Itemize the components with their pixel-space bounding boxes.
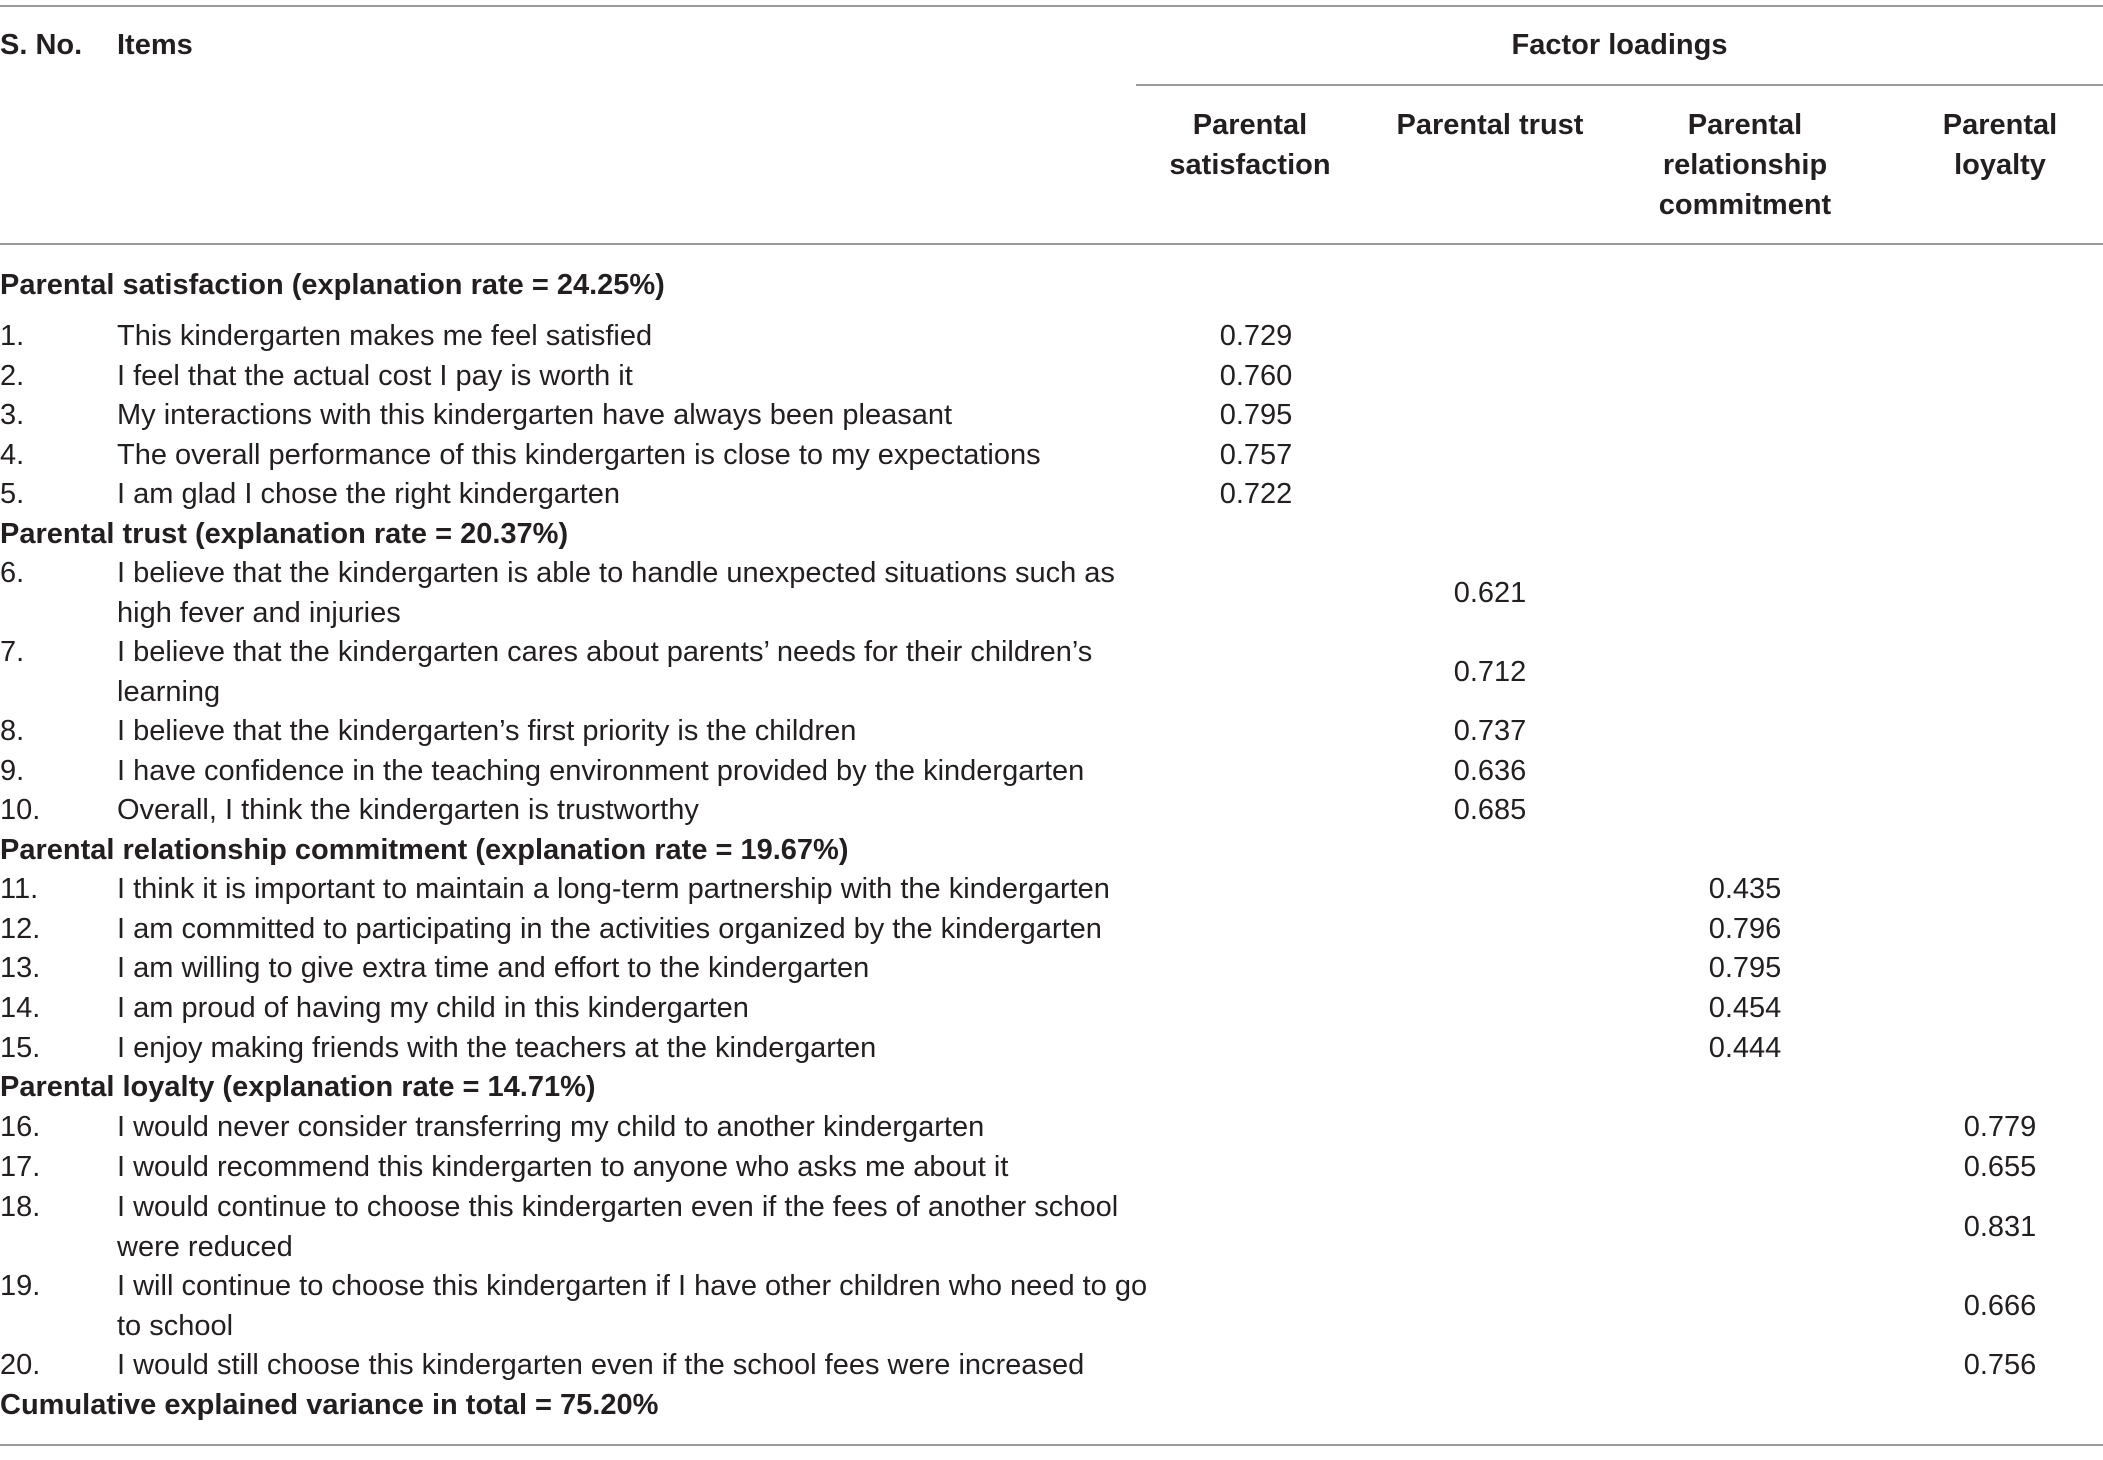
- row-loading: 0.796: [1708, 913, 1782, 945]
- header-col-trust: Parental trust: [1396, 109, 1584, 141]
- row-item: I believe that the kindergarten’s first priority is the children: [117, 715, 857, 747]
- row-loading: 0.685: [1453, 794, 1527, 826]
- row-number: 8.: [0, 715, 25, 747]
- row-item: The overall performance of this kindergarten is close to my expectations: [117, 439, 1041, 471]
- row-loading: 0.831: [1963, 1211, 2037, 1243]
- row-item: I am proud of having my child in this kindergarten: [117, 992, 749, 1024]
- row-item: I feel that the actual cost I pay is worth it: [117, 360, 633, 392]
- row-number: 3.: [0, 399, 25, 431]
- row-number: 16.: [0, 1111, 41, 1143]
- cumulative-variance: Cumulative explained variance in total = 75.20%: [0, 1389, 659, 1421]
- row-loading: 0.779: [1963, 1111, 2037, 1143]
- row-number: 12.: [0, 913, 41, 945]
- top-rule: [0, 5, 2103, 7]
- header-bottom-rule: [0, 243, 2103, 245]
- row-item: I think it is important to maintain a long-term partnership with the kindergarten: [117, 873, 1110, 905]
- row-item: I would never consider transferring my child to another kindergarten: [117, 1111, 985, 1143]
- row-item: I am willing to give extra time and effort to the kindergarten: [117, 952, 870, 984]
- row-item: I am glad I chose the right kindergarten: [117, 478, 620, 510]
- row-loading: 0.729: [1219, 320, 1293, 352]
- header-items: Items: [117, 29, 193, 61]
- row-number: 13.: [0, 952, 41, 984]
- row-number: 15.: [0, 1032, 41, 1064]
- row-loading: 0.712: [1453, 656, 1527, 688]
- header-sno: S. No.: [0, 29, 83, 61]
- row-number: 4.: [0, 439, 25, 471]
- row-number: 20.: [0, 1349, 41, 1381]
- row-item: I believe that the kindergarten is able to handle unexpected situations such as high fever and injuries: [117, 557, 1115, 629]
- row-number: 19.: [0, 1270, 41, 1302]
- row-loading: 0.722: [1219, 478, 1293, 510]
- row-loading: 0.454: [1708, 992, 1782, 1024]
- header-col-loyalty: Parental loyalty: [1942, 109, 2058, 181]
- row-loading: 0.760: [1219, 360, 1293, 392]
- row-number: 9.: [0, 755, 25, 787]
- row-item: I would continue to choose this kindergarten even if the fees of another school were reduced: [117, 1191, 1119, 1263]
- row-number: 10.: [0, 794, 41, 826]
- row-loading: 0.636: [1453, 755, 1527, 787]
- row-number: 14.: [0, 992, 41, 1024]
- header-factor-loadings: Factor loadings: [1511, 29, 1728, 61]
- row-number: 17.: [0, 1151, 41, 1183]
- row-item: I would recommend this kindergarten to anyone who asks me about it: [117, 1151, 1009, 1183]
- row-item: I am committed to participating in the activities organized by the kindergarten: [117, 913, 1102, 945]
- row-item: This kindergarten makes me feel satisfied: [117, 320, 653, 352]
- section-title-satisfaction: Parental satisfaction (explanation rate = 24.25%): [0, 269, 665, 301]
- row-item: I believe that the kindergarten cares about parents’ needs for their children’s learning: [117, 636, 1093, 708]
- section-title-loyalty: Parental loyalty (explanation rate = 14.71%): [0, 1071, 596, 1103]
- row-number: 5.: [0, 478, 25, 510]
- row-loading: 0.666: [1963, 1290, 2037, 1322]
- row-loading: 0.757: [1219, 439, 1293, 471]
- row-loading: 0.737: [1453, 715, 1527, 747]
- row-loading: 0.795: [1708, 952, 1782, 984]
- bottom-rule: [0, 1444, 2103, 1446]
- row-number: 11.: [0, 873, 39, 905]
- row-loading: 0.655: [1963, 1151, 2037, 1183]
- row-item: I have confidence in the teaching environment provided by the kindergarten: [117, 755, 1085, 787]
- row-number: 2.: [0, 360, 25, 392]
- row-number: 7.: [0, 636, 25, 668]
- row-item: Overall, I think the kindergarten is trustworthy: [117, 794, 699, 826]
- section-title-commitment: Parental relationship commitment (explanation rate = 19.67%): [0, 834, 849, 866]
- header-col-commitment: Parental relationship commitment: [1658, 109, 1832, 221]
- row-item: I enjoy making friends with the teachers at the kindergarten: [117, 1032, 877, 1064]
- row-number: 6.: [0, 557, 25, 589]
- row-loading: 0.756: [1963, 1349, 2037, 1381]
- row-number: 18.: [0, 1191, 41, 1223]
- row-loading: 0.621: [1453, 577, 1527, 609]
- row-item: My interactions with this kindergarten have always been pleasant: [117, 399, 953, 431]
- row-loading: 0.444: [1708, 1032, 1782, 1064]
- row-loading: 0.795: [1219, 399, 1293, 431]
- row-item: I would still choose this kindergarten even if the school fees were increased: [117, 1349, 1085, 1381]
- factor-loadings-underline: [1136, 84, 2103, 86]
- row-loading: 0.435: [1708, 873, 1782, 905]
- row-item: I will continue to choose this kindergarten if I have other children who need to go to school: [117, 1270, 1148, 1342]
- section-title-trust: Parental trust (explanation rate = 20.37%): [0, 518, 569, 550]
- header-col-satisfaction: Parental satisfaction: [1169, 109, 1331, 181]
- row-number: 1.: [0, 320, 25, 352]
